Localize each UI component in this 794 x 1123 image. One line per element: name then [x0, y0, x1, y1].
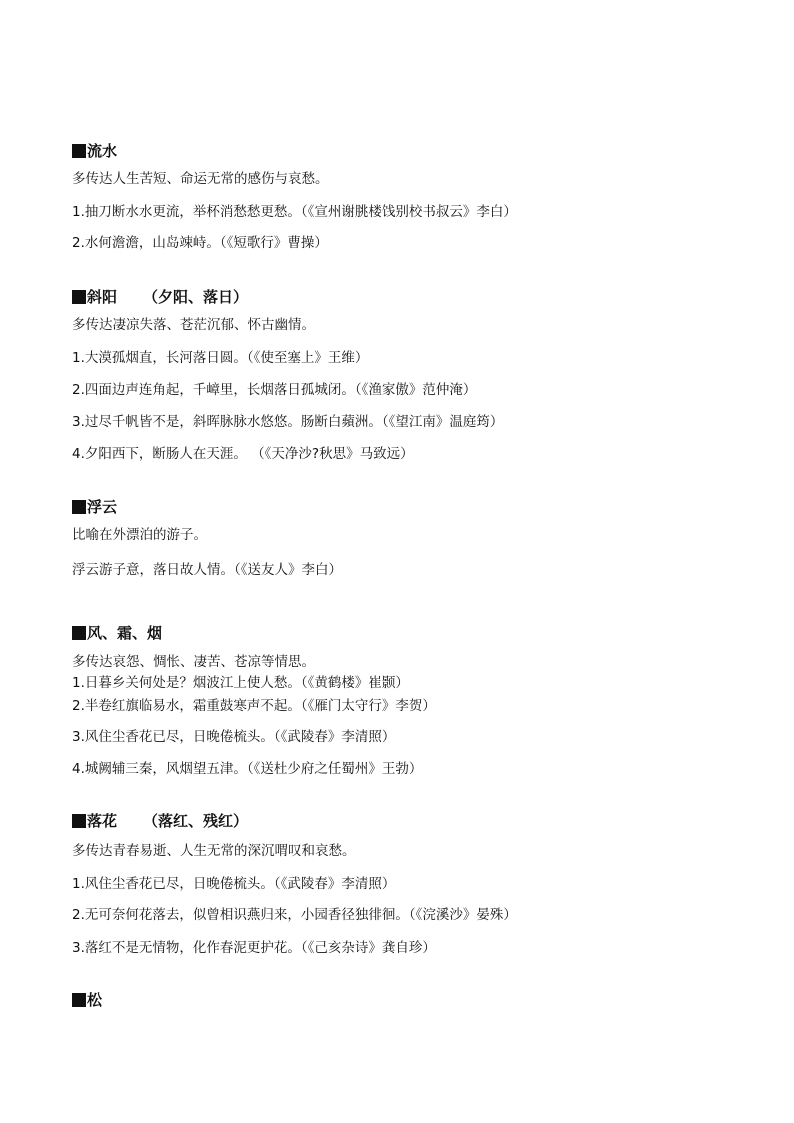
poem-line: 2.四面边声连角起，千嶂里，长烟落日孤城闭。（《渔家傲》范仲淹）: [72, 382, 477, 398]
square-bullet-icon: [72, 290, 86, 304]
poem-line: 3.过尽千帆皆不是，斜晖脉脉水悠悠。肠断白蘋洲。（《望江南》温庭筠）: [72, 414, 504, 430]
section-heading-luohua: [72, 812, 248, 830]
poem-line: 2.无可奈何花落去，似曾相识燕归来，小园香径独徘徊。（《浣溪沙》晏殊）: [72, 907, 517, 923]
section-heading-liushui: [72, 142, 117, 160]
section-heading-xieyang: [72, 288, 248, 306]
section-description: 多传达凄凉失落、苍茫沉郁、怀古幽情。: [72, 317, 315, 333]
section-description: 比喻在外漂泊的游子。: [72, 527, 207, 543]
section-alt-names: （夕阳、落日）: [143, 288, 249, 306]
square-bullet-icon: [72, 500, 86, 514]
section-title: 流水: [87, 142, 118, 160]
poem-line: 1.风住尘香花已尽，日晚倦梳头。（《武陵春》李清照）: [72, 876, 396, 892]
poem-line: 浮云游子意，落日故人情。（《送友人》李白）: [72, 562, 342, 578]
poem-line: 1.抽刀断水水更流，举杯消愁愁更愁。（《宣州谢朓楼饯别校书叔云》李白）: [72, 204, 517, 220]
section-description: 多传达哀怨、惆怅、凄苦、苍凉等情思。: [72, 654, 315, 670]
section-heading-song: [72, 991, 102, 1009]
poem-line: 3.风住尘香花已尽，日晚倦梳头。（《武陵春》李清照）: [72, 729, 396, 745]
section-title: 浮云: [87, 498, 118, 516]
section-title: 斜阳: [87, 288, 118, 306]
square-bullet-icon: [72, 993, 86, 1007]
poem-line: 1.大漠孤烟直，长河落日圆。（《使至塞上》王维）: [72, 350, 369, 366]
section-alt-names: （落红、残红）: [143, 812, 249, 830]
poem-line: 4.夕阳西下，断肠人在天涯。 （《天净沙?秋思》马致远）: [72, 446, 414, 462]
poem-line: 2.半卷红旗临易水，霜重鼓寒声不起。（《雁门太守行》李贺）: [72, 698, 436, 714]
square-bullet-icon: [72, 814, 86, 828]
section-heading-feng-shuang-yan: [72, 624, 162, 642]
poem-line: 4.城阙辅三秦，风烟望五津。（《送杜少府之任蜀州》王勃）: [72, 761, 423, 777]
section-title: 落花: [87, 812, 118, 830]
section-title: 松: [87, 991, 103, 1009]
section-description: 多传达人生苦短、命运无常的感伤与哀愁。: [72, 171, 329, 187]
poem-line: 2.水何澹澹，山岛竦峙。（《短歌行》曹操）: [72, 235, 328, 251]
poem-line: 1.日暮乡关何处是？烟波江上使人愁。（《黄鹤楼》崔颢）: [72, 675, 409, 691]
section-title: 风、霜、烟: [87, 624, 163, 642]
square-bullet-icon: [72, 144, 86, 158]
poem-line: 3.落红不是无情物，化作春泥更护花。（《己亥杂诗》龚自珍）: [72, 940, 436, 956]
section-heading-fuyun: [72, 498, 117, 516]
square-bullet-icon: [72, 626, 86, 640]
section-description: 多传达青春易逝、人生无常的深沉喟叹和哀愁。: [72, 843, 356, 859]
